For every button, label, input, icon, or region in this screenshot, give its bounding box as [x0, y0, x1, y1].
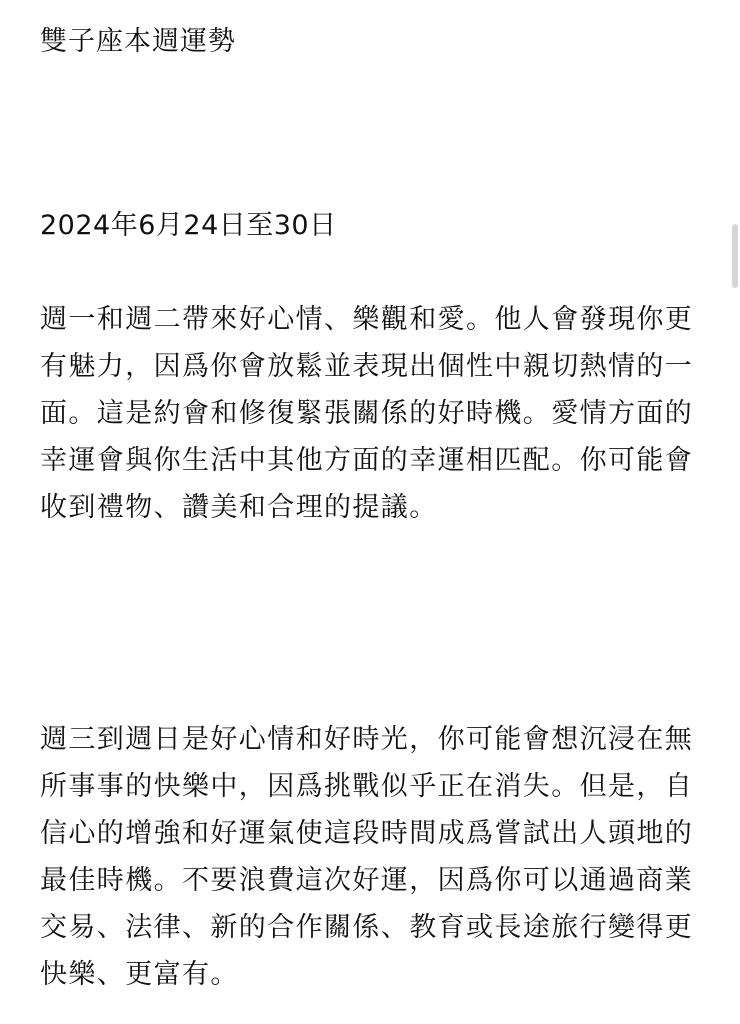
paragraph-wed-sun: 週三到週日是好心情和好時光，你可能會想沉浸在無所事事的快樂中，因爲挑戰似乎正在消失。但是，自信心的增強和好運氣使這段時間成爲嘗試出人頭地的最佳時機。不要浪費這次好運，因爲你可以通過商業交易、法律、新的合作關係、教育或長途旅行變得更快樂、更富有。 [40, 724, 694, 990]
paragraph-mon-tue: 週一和週二帶來好心情、樂觀和愛。他人會發現你更有魅力，因爲你會放鬆並表現出個性中親切熱情的一面。這是約會和修復緊張關係的好時機。愛情方面的幸運會與你生活中其他方面的幸運相匹配。你可能會收到禮物、讚美和合理的提議。 [40, 304, 694, 523]
date-range: 2024年6月24日至30日 [40, 210, 337, 241]
scrollbar-thumb[interactable] [732, 224, 738, 288]
article-title: 雙子座本週運勢 [40, 26, 236, 57]
